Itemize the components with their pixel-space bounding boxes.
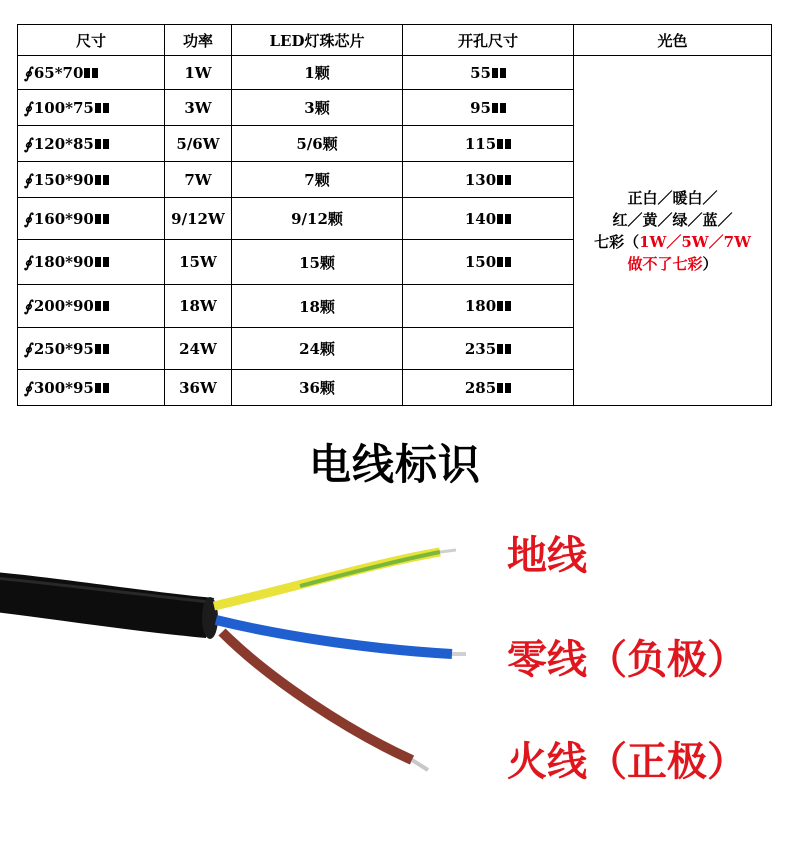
diameter-symbol: ∮ bbox=[24, 134, 32, 153]
power-cell: 5/6W bbox=[165, 126, 232, 162]
size-cell bbox=[18, 56, 165, 90]
diameter-symbol: ∮ bbox=[24, 378, 32, 397]
size-cell bbox=[18, 198, 165, 240]
hole-value: 55 bbox=[470, 63, 491, 82]
hole-value: 115 bbox=[464, 134, 497, 153]
mm-unit-icon bbox=[492, 68, 506, 78]
neutral-wire-label: 零线（负极） bbox=[507, 637, 747, 683]
mm-unit-icon bbox=[95, 175, 109, 185]
light-color-cell bbox=[574, 56, 772, 406]
chips-cell: 5/6颗 bbox=[232, 126, 403, 162]
hole-cell bbox=[403, 370, 574, 406]
power-cell: 15W bbox=[165, 240, 232, 285]
size-value: 200*90 bbox=[33, 297, 94, 315]
hole-value: 180 bbox=[464, 297, 497, 315]
hole-cell bbox=[403, 285, 574, 328]
light-color-note-text: 做不了七彩 bbox=[627, 254, 703, 273]
power-cell: 18W bbox=[165, 285, 232, 328]
header-light-color: 光色 bbox=[574, 25, 772, 56]
size-value: 150*90 bbox=[33, 170, 94, 189]
diameter-symbol: ∮ bbox=[24, 63, 32, 82]
size-value: 300*95 bbox=[33, 378, 94, 397]
size-cell bbox=[18, 90, 165, 126]
mm-unit-icon bbox=[95, 103, 109, 113]
table-header-row bbox=[18, 25, 772, 56]
hole-value: 95 bbox=[470, 98, 491, 117]
size-cell bbox=[18, 240, 165, 285]
hole-cell bbox=[403, 90, 574, 126]
light-color-line-3 bbox=[574, 231, 771, 253]
mm-unit-icon bbox=[95, 301, 109, 311]
power-cell: 3W bbox=[165, 90, 232, 126]
wiring-title: 电线标识 bbox=[308, 440, 481, 489]
power-cell: 9/12W bbox=[165, 198, 232, 240]
hole-cell bbox=[403, 328, 574, 370]
chips-cell: 18颗 bbox=[232, 285, 403, 328]
power-cell: 24W bbox=[165, 328, 232, 370]
mm-unit-icon bbox=[497, 257, 511, 267]
hole-value: 285 bbox=[464, 378, 497, 397]
size-value: 180*90 bbox=[33, 253, 94, 271]
diameter-symbol: ∮ bbox=[24, 209, 32, 228]
light-color-line-2: 红／黄／绿／蓝／ bbox=[612, 210, 733, 229]
mm-unit-icon bbox=[497, 344, 511, 354]
diameter-symbol: ∮ bbox=[24, 339, 32, 358]
mm-unit-icon bbox=[95, 383, 109, 393]
mm-unit-icon bbox=[84, 68, 98, 78]
chips-cell: 9/12颗 bbox=[232, 198, 403, 240]
size-value: 100*75 bbox=[33, 98, 94, 117]
diameter-symbol: ∮ bbox=[24, 253, 32, 271]
diameter-symbol: ∮ bbox=[24, 98, 32, 117]
mm-unit-icon bbox=[497, 139, 511, 149]
mm-unit-icon bbox=[497, 175, 511, 185]
hole-value: 140 bbox=[464, 209, 497, 228]
hole-value: 130 bbox=[464, 170, 497, 189]
header-led-chips: LED灯珠芯片 bbox=[232, 25, 403, 56]
chips-cell: 36颗 bbox=[232, 370, 403, 406]
header-hole-size: 开孔尺寸 bbox=[403, 25, 574, 56]
mm-unit-icon bbox=[497, 383, 511, 393]
mm-unit-icon bbox=[497, 301, 511, 311]
neutral-wire bbox=[216, 620, 452, 654]
mm-unit-icon bbox=[492, 103, 506, 113]
diameter-symbol: ∮ bbox=[24, 297, 32, 315]
size-value: 65*70 bbox=[33, 63, 84, 82]
power-cell: 7W bbox=[165, 162, 232, 198]
live-wire-label: 火线（正极） bbox=[507, 739, 747, 785]
spec-table bbox=[17, 24, 772, 406]
size-cell bbox=[18, 162, 165, 198]
ground-wire-label: 地线 bbox=[507, 533, 587, 579]
power-cell: 36W bbox=[165, 370, 232, 406]
size-value: 250*95 bbox=[33, 339, 94, 358]
mm-unit-icon bbox=[95, 139, 109, 149]
diameter-symbol: ∮ bbox=[24, 170, 32, 189]
size-cell bbox=[18, 126, 165, 162]
table-row bbox=[18, 56, 772, 90]
header-size: 尺寸 bbox=[18, 25, 165, 56]
size-cell bbox=[18, 285, 165, 328]
size-cell bbox=[18, 328, 165, 370]
size-value: 120*85 bbox=[33, 134, 94, 153]
light-color-line-4 bbox=[574, 253, 771, 275]
mm-unit-icon bbox=[95, 344, 109, 354]
chips-cell: 24颗 bbox=[232, 328, 403, 370]
size-value: 160*90 bbox=[33, 209, 94, 228]
power-cell: 1W bbox=[165, 56, 232, 90]
light-color-note-watts: 1W／5W／7W bbox=[639, 232, 751, 251]
hole-value: 235 bbox=[464, 339, 497, 358]
chips-cell: 3颗 bbox=[232, 90, 403, 126]
light-color-line-3-prefix: 七彩（ bbox=[594, 232, 640, 251]
mm-unit-icon bbox=[95, 257, 109, 267]
chips-cell: 1颗 bbox=[232, 56, 403, 90]
mm-unit-icon bbox=[95, 214, 109, 224]
hole-cell bbox=[403, 56, 574, 90]
light-color-line-1: 正白／暖白／ bbox=[627, 188, 718, 207]
light-color-line-4-suffix: ） bbox=[702, 254, 718, 273]
cable-illustration bbox=[0, 520, 520, 790]
header-power: 功率 bbox=[165, 25, 232, 56]
chips-cell: 7颗 bbox=[232, 162, 403, 198]
hole-cell bbox=[403, 162, 574, 198]
hole-value: 150 bbox=[464, 253, 497, 271]
hole-cell bbox=[403, 240, 574, 285]
hole-cell bbox=[403, 126, 574, 162]
chips-cell: 15颗 bbox=[232, 240, 403, 285]
size-cell bbox=[18, 370, 165, 406]
hole-cell bbox=[403, 198, 574, 240]
mm-unit-icon bbox=[497, 214, 511, 224]
